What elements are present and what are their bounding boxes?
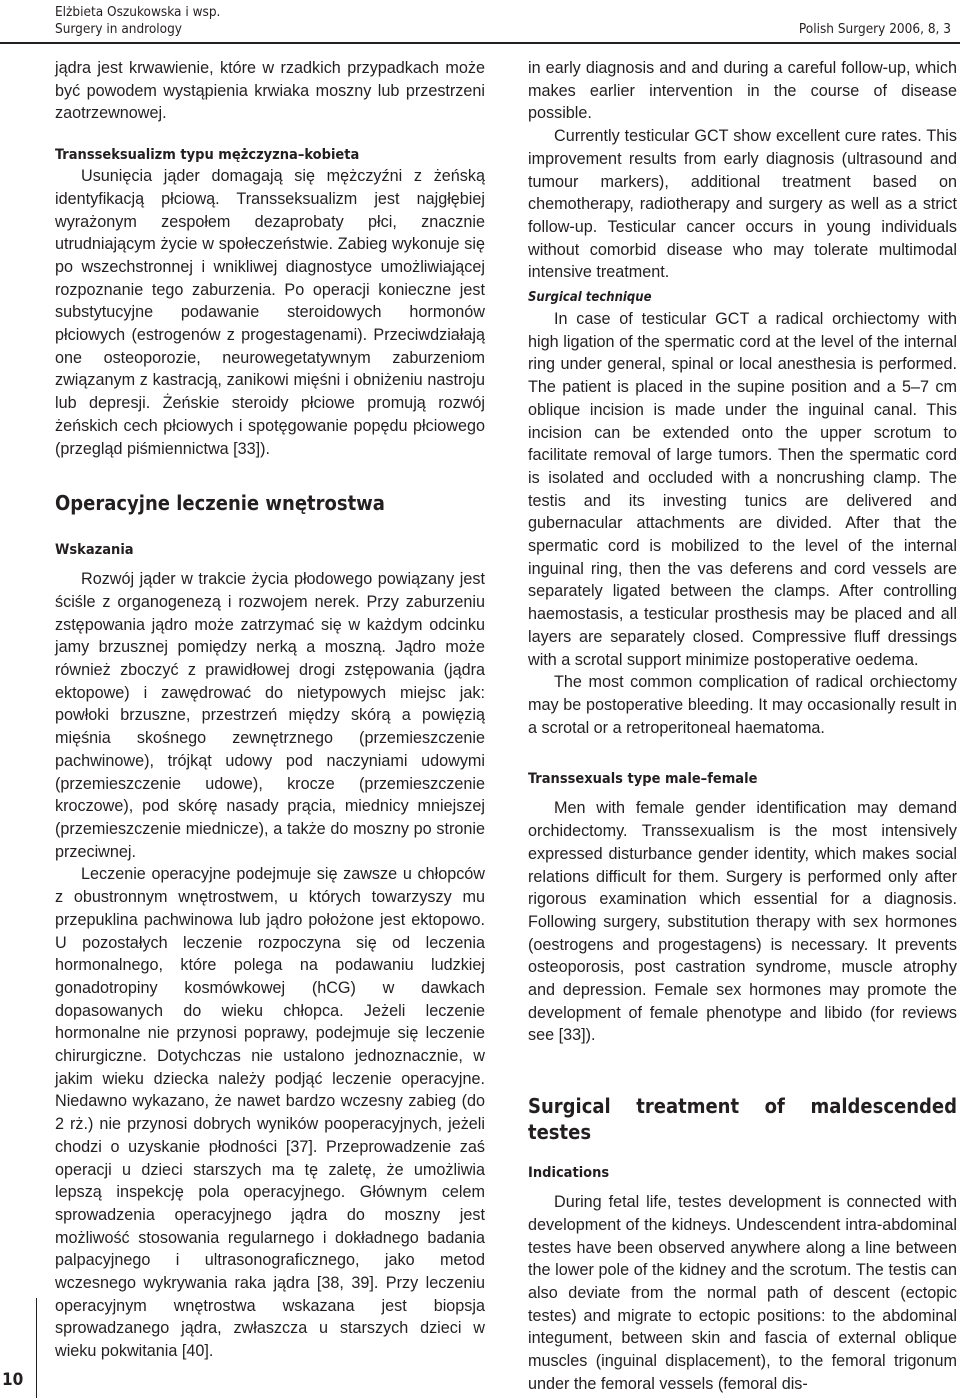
subheading-transsexuals-en: Transsexuals type male–female (528, 771, 758, 788)
page-number: 10 (2, 1370, 24, 1390)
paragraph-transsexuals-en: Men with female gender identification may demand orchidectomy. Transsexualism is the most intensively expressed disturbance gender identity, which makes social relations difficult for them. Surgery is performed only after rigorous examination which essential for a diagnosis. Following surgery, substitution therapy with sex hormones (oestrogens and progestagens) is necessary. It prevents osteoporosis, post castration syndrome, muscle atrophy and depression. Female sex hormones may promote the development of female phenotype and libido (for reviews see [33]). (528, 799, 957, 1045)
paragraph-technique-2: The most common complication of radical orchiectomy may be postoperative bleeding. It may occasionally result in a scrotal or a retroperitoneal haematoma. (528, 673, 957, 737)
header-rule (0, 42, 960, 44)
header-running-title: Surgery in andrology (55, 21, 182, 37)
header-authors: Elżbieta Oszukowska i wsp. (55, 4, 221, 20)
subheading-indications-pl: Wskazania (55, 542, 134, 559)
paragraph-continued: jądra jest krwawienie, które w rzadkich przypadkach może być powodem wystąpienia krwiaka moszny lub przestrzeni zaotrzewnowej. (55, 59, 485, 123)
paragraph-indications-en: During fetal life, testes development is connected with development of the kidneys. Undescendent intra-abdominal testes have been observed anywhere along a line between the lower pole of the kidney and the scrotum. The testis can also deviate from the normal path of descent (ectopic testes) and migrate to ectopic positions: to the abdominal integument, between skin and fascia of external oblique muscles (inguinal displacement), to the femoral trigonum under the femoral vessels (femoral dis- (528, 1193, 957, 1393)
page-number-rule (36, 1298, 37, 1398)
section-heading-pl: Operacyjne leczenie wnętrostwa (55, 491, 385, 516)
subheading-surgical-technique: Surgical technique (528, 290, 652, 306)
left-column (55, 57, 485, 1363)
right-column (528, 57, 957, 1395)
paragraph-technique-1: In case of testicular GCT a radical orchiectomy with high ligation of the spermatic cord at the level of the internal ring under general, spinal or local anesthesia is performed. The patient is placed in the supine position and a 5–7 cm oblique incision is made under the inguinal canal. This incision can be extended onto the upper scrotum to facilitate removal of large tumors. Then the spermatic cord is isolated and occluded with a noncrushing clamp. The testis and its investing tunics are delivered and gubernacular attachments are divided. After that the spermatic cord is mobilized to the level of the internal inguinal ring, then the vas deferens and cord vessels are separately ligated between the clamps. After controlling haemostasis, a testicular prosthesis may be placed and all layers are separately closed. Compressive fluff dressings with a scrotal support minimize postoperative oedema. (528, 310, 957, 669)
paragraph-indications-pl-2: Leczenie operacyjne podejmuje się zawsze u chłopców z obustronnym wnętrostwem, u których towarzyszy mu przepuklina pachwinowa lub jądro położone jest ektopowo. U pozostałych leczenie rozpoczyna się od leczenia hormonalnego, które polega na podawaniu ludzkiej gonadotropiny kosmówkowej (hCG) w dawkach dopasowanych do wieku chłopca. Jeżeli leczenie hormonalne nie przynosi poprawy, podejmuje się leczenie chirurgiczne. Dotychczas nie ustalono jednoznacznie, w jakim wieku dziecka należy podjąć leczenie operacyjne. Niedawno wykazano, że nawet bardzo wczesny zabieg (do 2 rż.) nie przynosi dobrych wyników pooperacyjnych, jeżeli chodzi o uzyskanie płodności [37]. Przeprowadzenie zaś operacji u dzieci starszych ma tę zaletę, że umożliwia lepszą inspekcję pola operacyjnego. Głównym celem sprowadzenia operacyjnego jądra do moszny jest możliwość stosowania regularnego i dokładnego badania palpacyjnego i ultrasonograficznego, jako metod wczesnego wykrywania raka jądra [38, 39]. Przy leczeniu operacyjnym wnętrostwa wskazana jest biopsja sprowadzanego jądra, zwłaszcza u starszych dzieci w wieku pokwitania [40]. (55, 865, 485, 1361)
header-journal: Polish Surgery 2006, 8, 3 (798, 21, 951, 37)
paragraph-gct: Currently testicular GCT show excellent cure rates. This improvement results from early diagnosis (ultrasound and tumour markers), additional treatment based on chemotherapy, radiotherapy and surgery as well as a strict follow-up. Testicular cancer occurs in young individuals without comorbid disease who may tolerate multimodal intensive treatment. (528, 127, 957, 282)
section-heading-en: Surgical treatment of maldescended testes (528, 1094, 957, 1145)
subheading-transsexualism-pl: Transseksualizm typu mężczyzna–kobieta (55, 147, 360, 164)
subheading-indications-en: Indications (528, 1165, 610, 1182)
paragraph-continued-en: in early diagnosis and and during a careful follow-up, which makes earlier intervention in the course of disease possible. (528, 59, 957, 123)
running-header-left (55, 4, 220, 38)
paragraph-transsexualism-pl: Usunięcia jąder domagają się mężczyźni z żeńską identyfikacją płciową. Transseksualizm jest najgłębiej wyrażonym zespołem dezaprobaty płci, znacznie utrudniającym życie w społeczeństwie. Zabieg wykonuje się po wszechstronnej i wnikliwej diagnostyce umożliwiającej rozpoznanie tego zaburzenia. Po operacji konieczne jest substytucyjne podawanie steroidowych hormonów płciowych (estrogenów z progestagenami). Przeciwdziałają one osteoporozie, neurowegetatywnym zaburzeniom związanym z kastracją, zanikowi mięśni i obniżeniu nastroju lub depresji. Żeńskie steroidy płciowe promują rozwój żeńskich cech płciowych i spotęgowanie popędu płciowego (przegląd piśmiennictwa [33]). (55, 167, 485, 458)
paragraph-indications-pl-1: Rozwój jąder w trakcie życia płodowego powiązany jest ściśle z organogenezą i rozwojem nerek. Przy zaburzeniu zstępowania jądro może zatrzymać się w każdym odcinku jamy brzusznej pomiędzy nerką a moszną. Jądro może również zboczyć z prawidłowej drogi zstępowania (jądra ektopowe) i zawędrować do nietypowych miejsc jak: powłoki brzuszne, przestrzeń między skórą a powięzią mięśnia skośnego zewnętrznego (przemieszczenie pachwinowe), trójkąt udowy pod naczyniami udowymi (przemieszczenie udowe), krocze (przemieszczenie kroczowe), pod skórę nasady prącia, miednicy mniejszej (przemieszczenie miednicze), a także do moszny po stronie przeciwnej. (55, 570, 485, 861)
